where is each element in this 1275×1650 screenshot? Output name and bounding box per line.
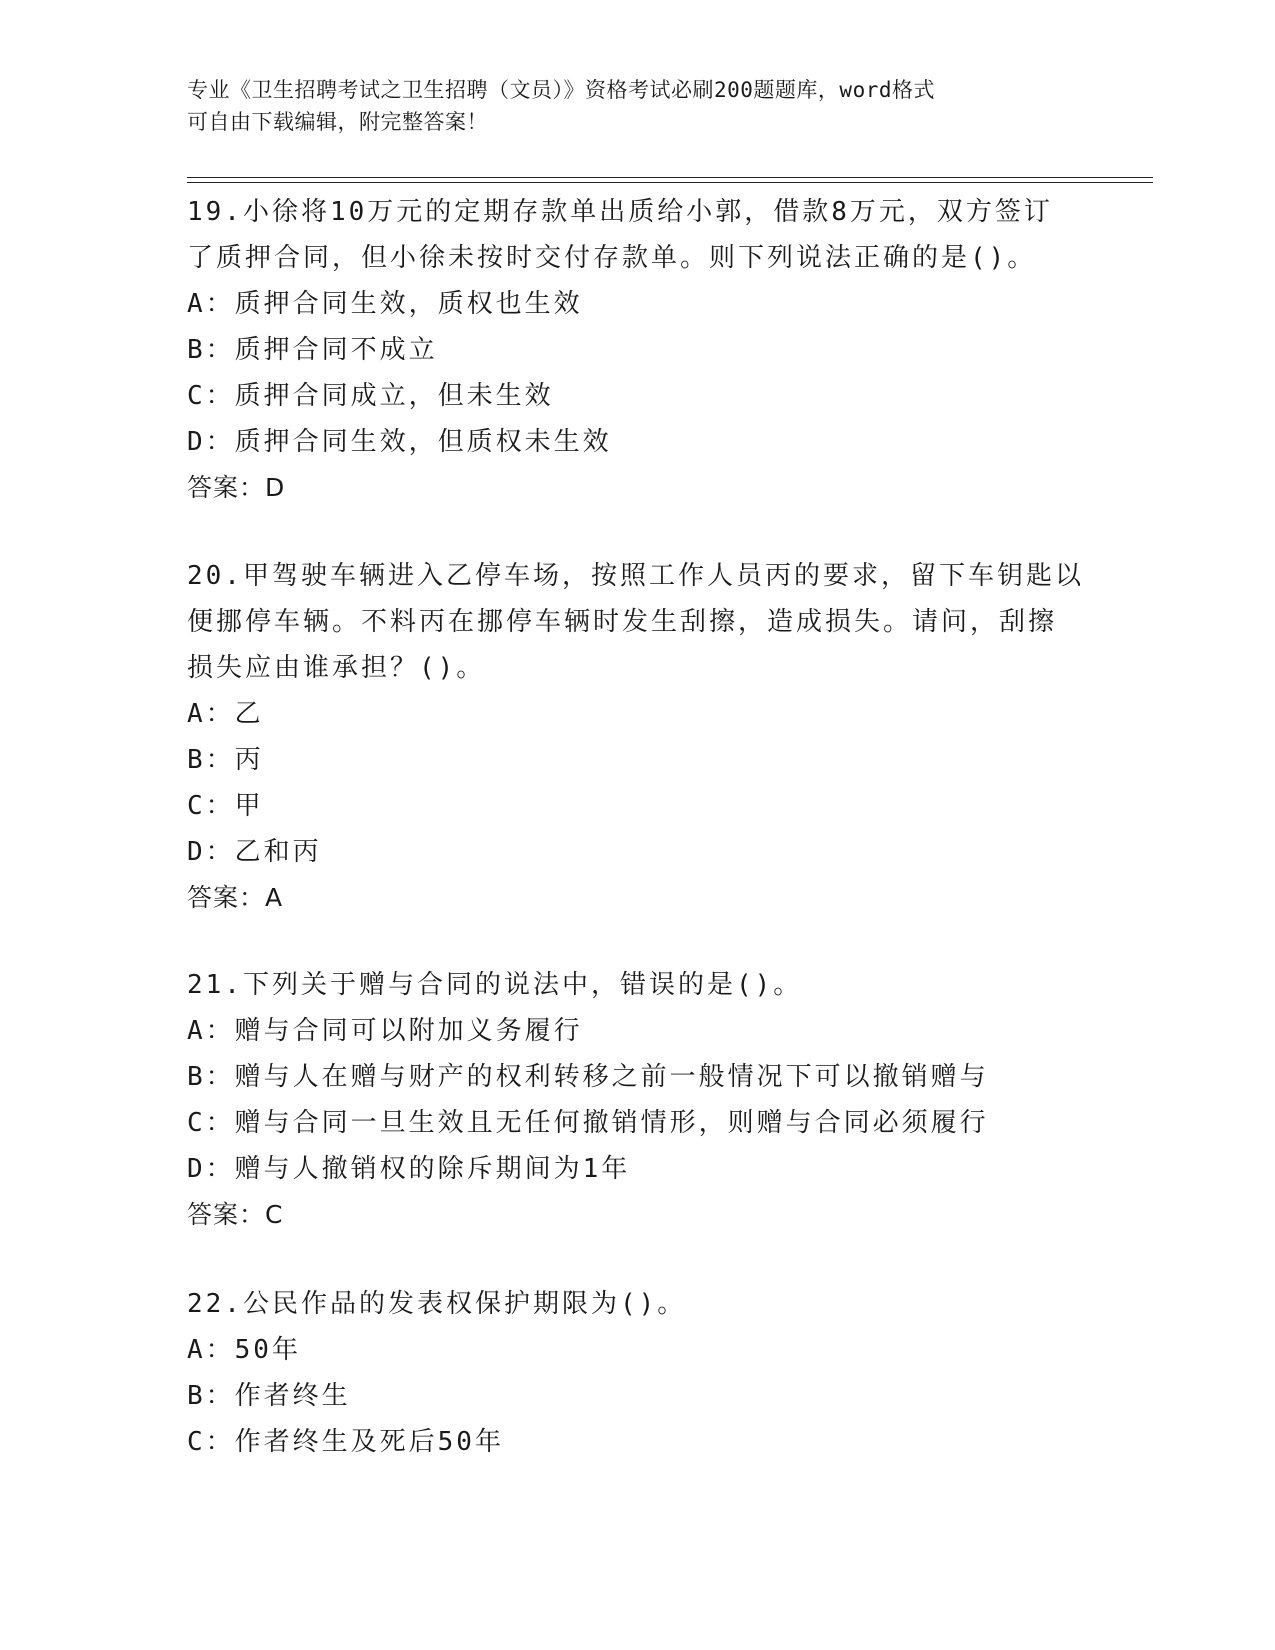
- option-c: C：质押合同成立，但未生效: [187, 381, 554, 411]
- option-b: B：赠与人在赠与财产的权利转移之前一般情况下可以撤销赠与: [187, 1062, 989, 1092]
- document-header: [187, 74, 1087, 138]
- question-text-line: 22.公民作品的发表权保护期限为()。: [187, 1289, 687, 1319]
- question-text-line: 损失应由谁承担？()。: [187, 653, 486, 683]
- question-19: [187, 189, 1087, 511]
- question-text-line: 19.小徐将10万元的定期存款单出质给小郭，借款8万元，双方签订: [187, 197, 1053, 227]
- question-text-line: 21.下列关于赠与合同的说法中，错误的是()。: [187, 970, 803, 1000]
- option-d: D：赠与人撤销权的除斥期间为1年: [187, 1154, 631, 1184]
- answer-line: 答案：A: [187, 883, 284, 912]
- question-text-line: 20.甲驾驶车辆进入乙停车场，按照工作人员丙的要求，留下车钥匙以: [187, 561, 1084, 591]
- answer-line: 答案：C: [187, 1200, 284, 1229]
- question-21: [187, 962, 1087, 1238]
- option-c: C：作者终生及死后50年: [187, 1427, 504, 1457]
- question-text-line: 便挪停车辆。不料丙在挪停车辆时发生刮擦，造成损失。请问，刮擦: [187, 607, 1058, 637]
- header-divider-bottom: [187, 182, 1153, 183]
- option-d: D：质押合同生效，但质权未生效: [187, 427, 612, 457]
- option-a: A：50年: [187, 1335, 301, 1365]
- question-20: [187, 553, 1087, 921]
- header-divider-top: [187, 177, 1153, 178]
- option-c: C：赠与合同一旦生效且无任何撤销情形，则赠与合同必须履行: [187, 1108, 989, 1138]
- option-a: A：质押合同生效，质权也生效: [187, 289, 583, 319]
- option-b: B：作者终生: [187, 1381, 351, 1411]
- question-22: [187, 1281, 1087, 1465]
- answer-line: 答案：D: [187, 473, 286, 502]
- option-b: B：质押合同不成立: [187, 335, 438, 365]
- header-line-1: 专业《卫生招聘考试之卫生招聘（文员）》资格考试必刷200题题库，word格式: [187, 78, 935, 102]
- option-c: C：甲: [187, 791, 264, 821]
- question-text-line: 了质押合同，但小徐未按时交付存款单。则下列说法正确的是()。: [187, 243, 1037, 273]
- option-a: A：赠与合同可以附加义务履行: [187, 1016, 583, 1046]
- option-b: B：丙: [187, 745, 264, 775]
- header-line-2: 可自由下载编辑，附完整答案！: [187, 110, 488, 134]
- option-a: A：乙: [187, 699, 264, 729]
- option-d: D：乙和丙: [187, 837, 322, 867]
